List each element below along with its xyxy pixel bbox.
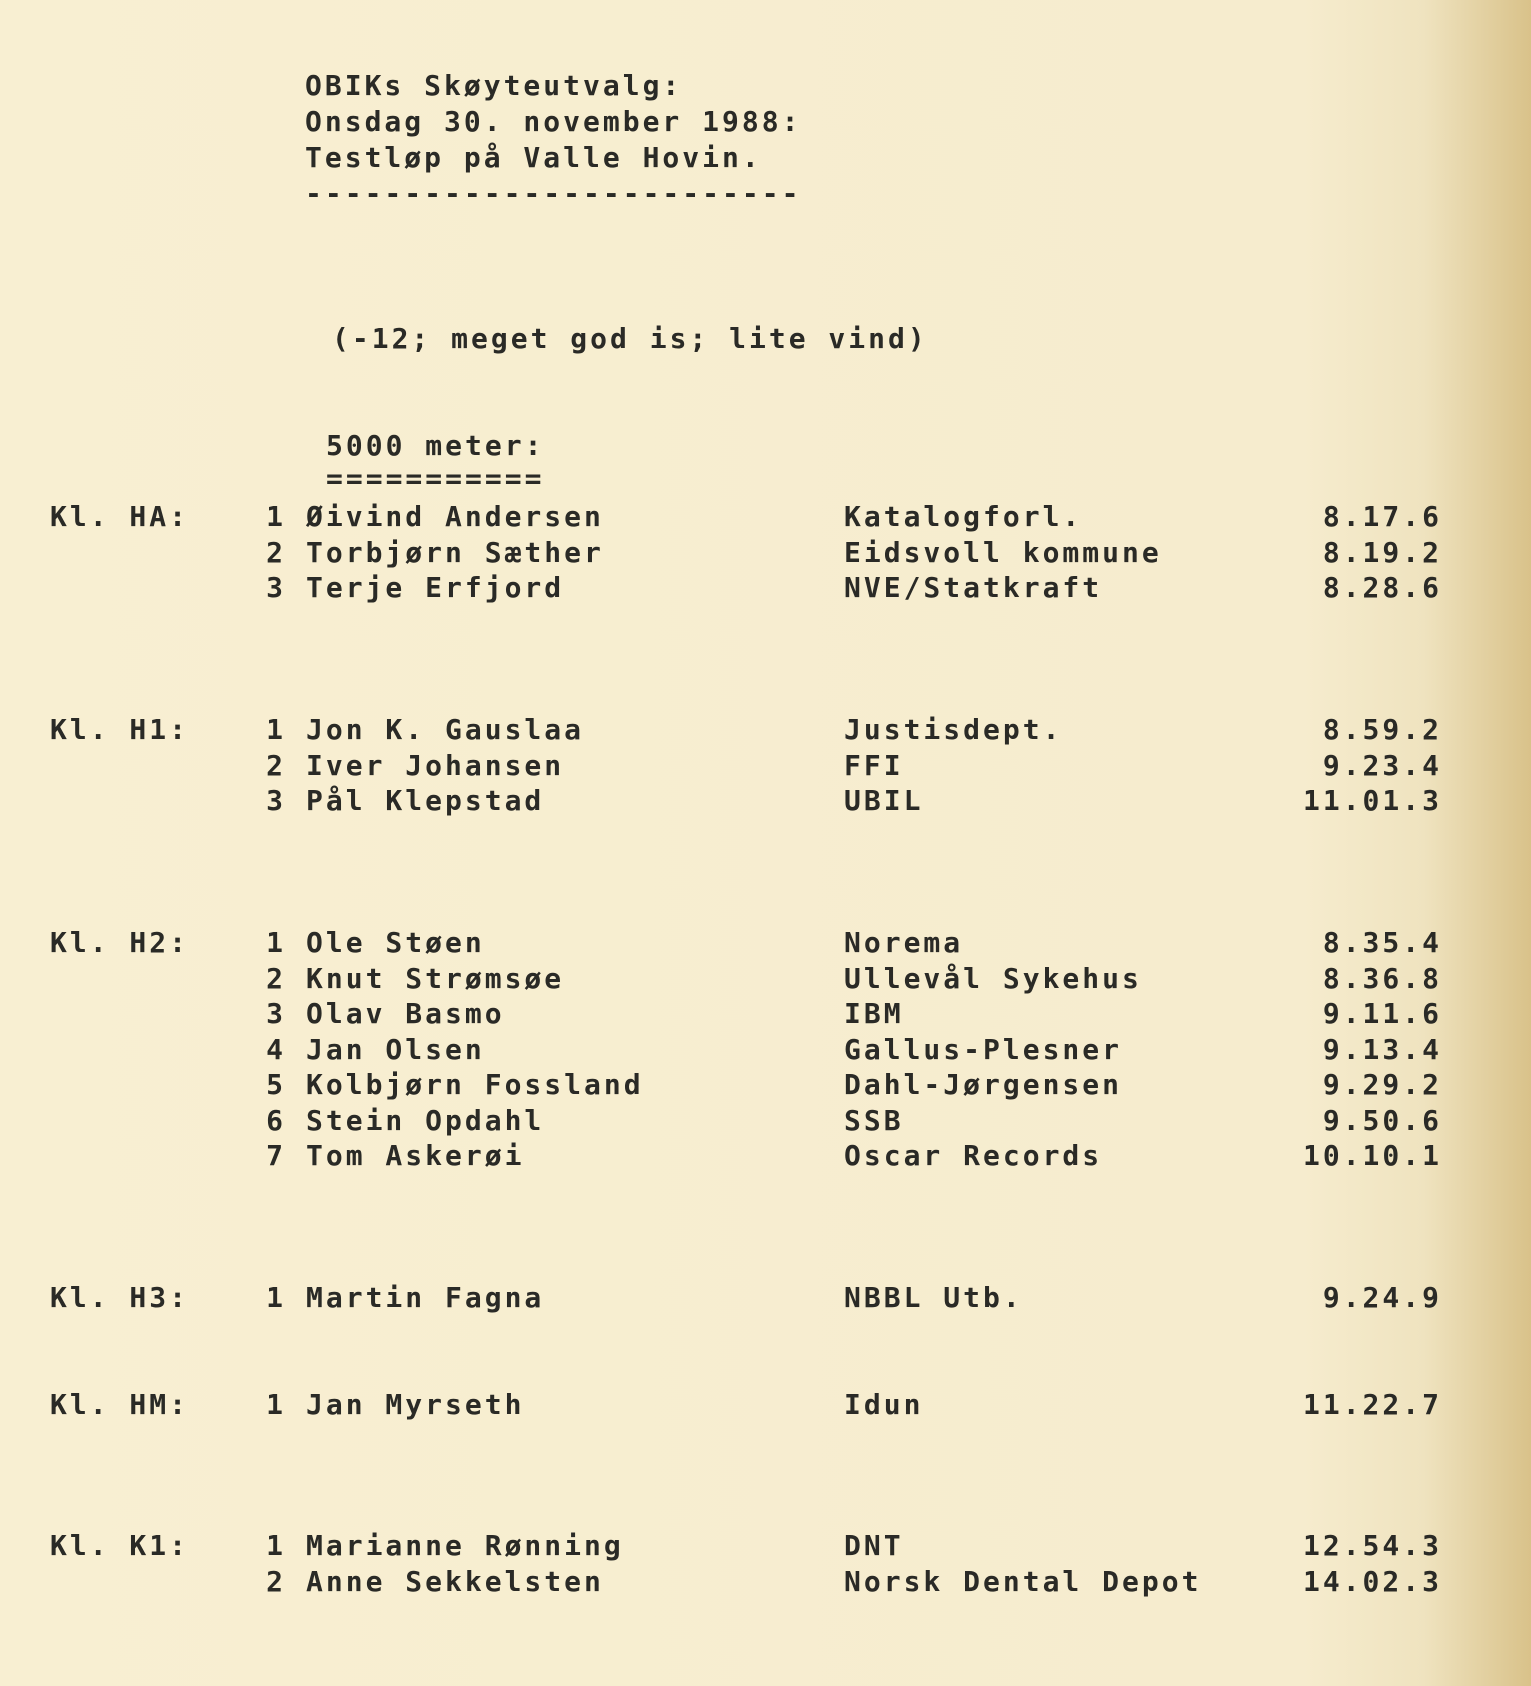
result-time: 8.19.2 xyxy=(1322,536,1442,569)
result-name: Olav Basmo xyxy=(306,997,505,1030)
result-name: Knut Strømsøe xyxy=(306,962,565,995)
result-time: 12.54.3 xyxy=(1302,1529,1442,1562)
result-name: Torbjørn Sæther xyxy=(306,536,604,569)
class-label: Kl. HA: xyxy=(50,500,190,533)
result-name: Tom Askerøi xyxy=(306,1139,525,1172)
result-club: NVE/Statkraft xyxy=(844,571,1103,604)
event-title: 5000 meter: xyxy=(326,429,545,462)
result-time: 11.01.3 xyxy=(1302,784,1442,817)
result-club: Eidsvoll kommune xyxy=(844,536,1162,569)
result-place: 2 xyxy=(266,536,286,569)
result-place: 2 xyxy=(266,1565,286,1598)
result-club: Katalogforl. xyxy=(844,500,1083,533)
result-place: 5 xyxy=(266,1068,286,1101)
result-place: 3 xyxy=(266,571,286,604)
result-name: Ole Støen xyxy=(306,926,485,959)
header-club-line: OBIKs Skøyteutvalg: xyxy=(305,69,683,102)
result-name: Stein Opdahl xyxy=(306,1104,545,1137)
class-label: Kl. K1: xyxy=(50,1529,190,1562)
result-place: 3 xyxy=(266,997,286,1030)
result-name: Jon K. Gauslaa xyxy=(306,713,585,746)
result-name: Iver Johansen xyxy=(306,749,565,782)
result-club: FFI xyxy=(844,749,904,782)
result-place: 1 xyxy=(266,926,286,959)
result-name: Martin Fagna xyxy=(306,1281,545,1314)
result-place: 1 xyxy=(266,500,286,533)
class-label: Kl. H3: xyxy=(50,1281,190,1314)
weather-conditions: (-12; meget god is; lite vind) xyxy=(332,322,928,355)
result-place: 1 xyxy=(266,713,286,746)
result-club: Oscar Records xyxy=(844,1139,1103,1172)
result-name: Anne Sekkelsten xyxy=(306,1565,604,1598)
result-time: 8.35.4 xyxy=(1322,926,1442,959)
result-time: 8.59.2 xyxy=(1322,713,1442,746)
class-label: Kl. H1: xyxy=(50,713,190,746)
header-date-line: Onsdag 30. november 1988: xyxy=(305,105,802,138)
result-place: 1 xyxy=(266,1529,286,1562)
result-time: 8.28.6 xyxy=(1322,571,1442,604)
result-place: 1 xyxy=(266,1281,286,1314)
result-name: Terje Erfjord xyxy=(306,571,565,604)
result-time: 11.22.7 xyxy=(1302,1388,1442,1421)
result-place: 7 xyxy=(266,1139,286,1172)
result-time: 9.50.6 xyxy=(1322,1104,1442,1137)
result-club: Idun xyxy=(844,1388,924,1421)
result-club: Norsk Dental Depot xyxy=(844,1565,1202,1598)
result-club: IBM xyxy=(844,997,904,1030)
result-club: Gallus-Plesner xyxy=(844,1033,1123,1066)
result-name: Øivind Andersen xyxy=(306,500,604,533)
result-club: Dahl-Jørgensen xyxy=(844,1068,1123,1101)
result-club: DNT xyxy=(844,1529,904,1562)
result-time: 9.11.6 xyxy=(1322,997,1442,1030)
result-place: 2 xyxy=(266,962,286,995)
class-label: Kl. HM: xyxy=(50,1388,190,1421)
result-time: 9.24.9 xyxy=(1322,1281,1442,1314)
result-club: SSB xyxy=(844,1104,904,1137)
result-name: Kolbjørn Fossland xyxy=(306,1068,644,1101)
result-place: 1 xyxy=(266,1388,286,1421)
result-time: 9.23.4 xyxy=(1322,749,1442,782)
header-rule: ------------------------- xyxy=(305,177,802,210)
class-label: Kl. H2: xyxy=(50,926,190,959)
result-club: Norema xyxy=(844,926,964,959)
result-club: Justisdept. xyxy=(844,713,1063,746)
result-name: Pål Klepstad xyxy=(306,784,545,817)
result-time: 9.13.4 xyxy=(1322,1033,1442,1066)
result-place: 2 xyxy=(266,749,286,782)
result-place: 4 xyxy=(266,1033,286,1066)
result-time: 10.10.1 xyxy=(1302,1139,1442,1172)
result-club: Ullevål Sykehus xyxy=(844,962,1142,995)
result-name: Jan Myrseth xyxy=(306,1388,525,1421)
result-club: UBIL xyxy=(844,784,924,817)
result-time: 8.36.8 xyxy=(1322,962,1442,995)
event-title-underline: =========== xyxy=(326,462,545,495)
result-place: 6 xyxy=(266,1104,286,1137)
result-time: 8.17.6 xyxy=(1322,500,1442,533)
header-venue-line: Testløp på Valle Hovin. xyxy=(305,141,762,174)
result-name: Marianne Rønning xyxy=(306,1529,624,1562)
result-name: Jan Olsen xyxy=(306,1033,485,1066)
result-place: 3 xyxy=(266,784,286,817)
result-time: 14.02.3 xyxy=(1302,1565,1442,1598)
result-club: NBBL Utb. xyxy=(844,1281,1023,1314)
result-time: 9.29.2 xyxy=(1322,1068,1442,1101)
